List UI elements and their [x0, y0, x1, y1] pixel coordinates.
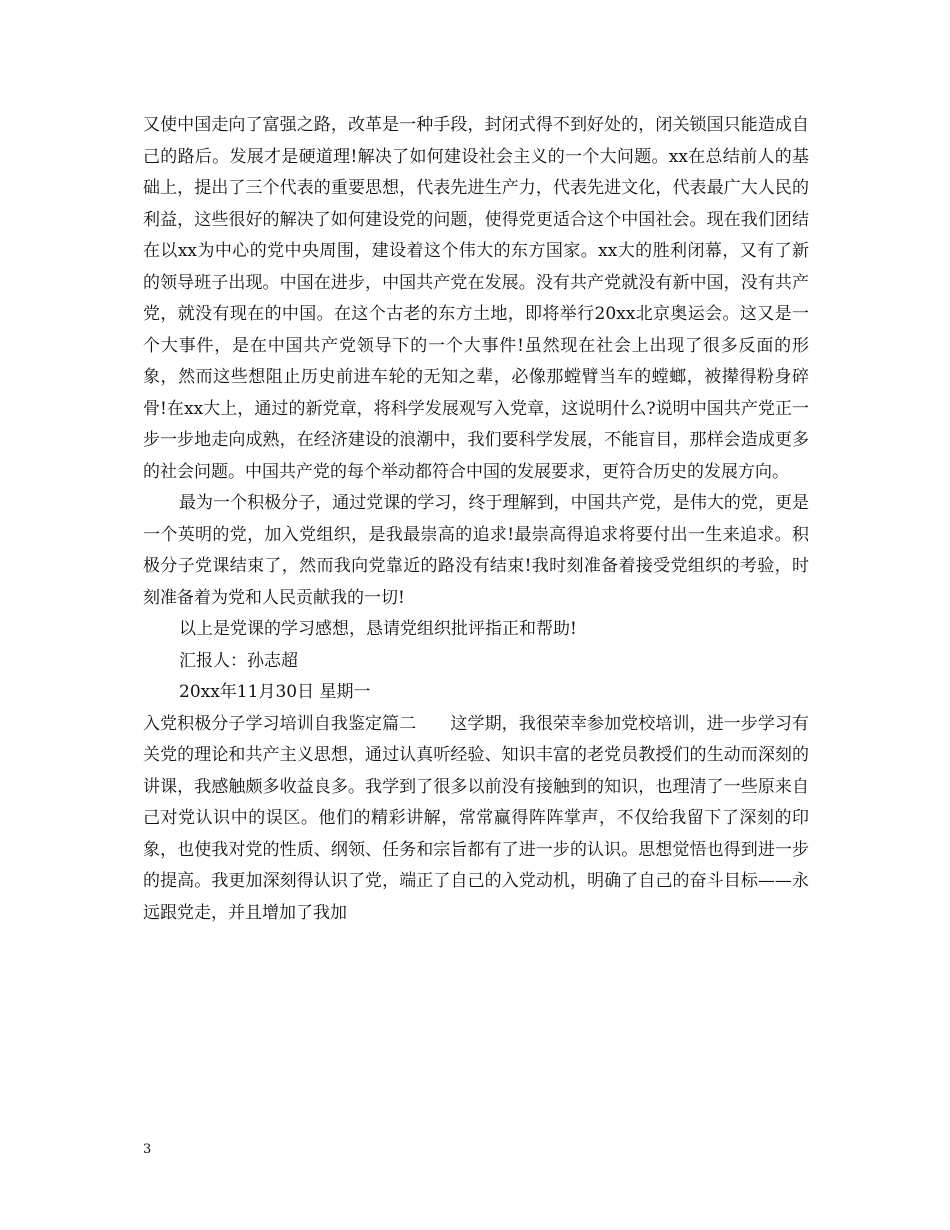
page-number: 3	[143, 1142, 152, 1157]
document-body	[143, 110, 809, 929]
paragraph-closing: 以上是党课的学习感想，恳请党组织批评指正和帮助!	[179, 619, 577, 639]
paragraph-section-two: 入党积极分子学习培训自我鉴定篇二 这学期，我很荣幸参加党校培训，进一步学习有关党的理论和共产主义思想，通过认真听经验、知识丰富的老党员教授们的生动而深刻的讲课，我感触颇多收益良多。我学到了很多以前没有接触到的知识，也理清了一些原来自己对党认识中的误区。他们的精彩讲解，常常赢得阵阵掌声，不仅给我留下了深刻的印象，也使我对党的性质、纲领、任务和宗旨都有了进一步的认识。思想觉悟也得到进一步的提高。我更加深刻得认识了党，端正了自己的入党动机，明确了自己的奋斗目标——永远跟党走，并且增加了我加	[143, 713, 809, 923]
paragraph-continuation: 又使中国走向了富强之路，改革是一种手段，封闭式得不到好处的，闭关锁国只能造成自己的路后。发展才是硬道理!解决了如何建设社会主义的一个大问题。xx在总结前人的基础上，提出了三个代表的重要思想，代表先进生产力，代表先进文化，代表最广大人民的利益，这些很好的解决了如何建设党的问题，使得党更适合这个中国社会。现在我们团结在以xx为中心的党中央周围，建设着这个伟大的东方国家。xx大的胜利闭幕，又有了新的领导班子出现。中国在进步，中国共产党在发展。没有共产党就没有新中国，没有共产党，就没有现在的中国。在这个古老的东方土地，即将举行20xx北京奥运会。这又是一个大事件，是在中国共产党领导下的一个大事件!虽然现在社会上出现了很多反面的形象，然而这些想阻止历史前进车轮的无知之辈，必像那螳臂当车的螳螂，被撵得粉身碎骨!在xx大上，通过的新党章，将科学发展观写入党章，这说明什么?说明中国共产党正一步一步地走向成熟，在经济建设的浪潮中，我们要科学发展，不能盲目，那样会造成更多的社会问题。中国共产党的每个举动都符合中国的发展要求，更符合历史的发展方向。	[143, 115, 809, 482]
paragraph-activist: 最为一个积极分子，通过党课的学习，终于理解到，中国共产党，是伟大的党，更是一个英明的党，加入党组织，是我最崇高的追求!最崇高得追求将要付出一生来追求。积极分子党课结束了，然而我向党靠近的路没有结束!我时刻准备着接受党组织的考验，时刻准备着为党和人民贡献我的一切!	[143, 493, 809, 608]
date-line: 20xx年11月30日 星期一	[179, 682, 371, 702]
reporter-line: 汇报人：孙志超	[179, 650, 298, 671]
